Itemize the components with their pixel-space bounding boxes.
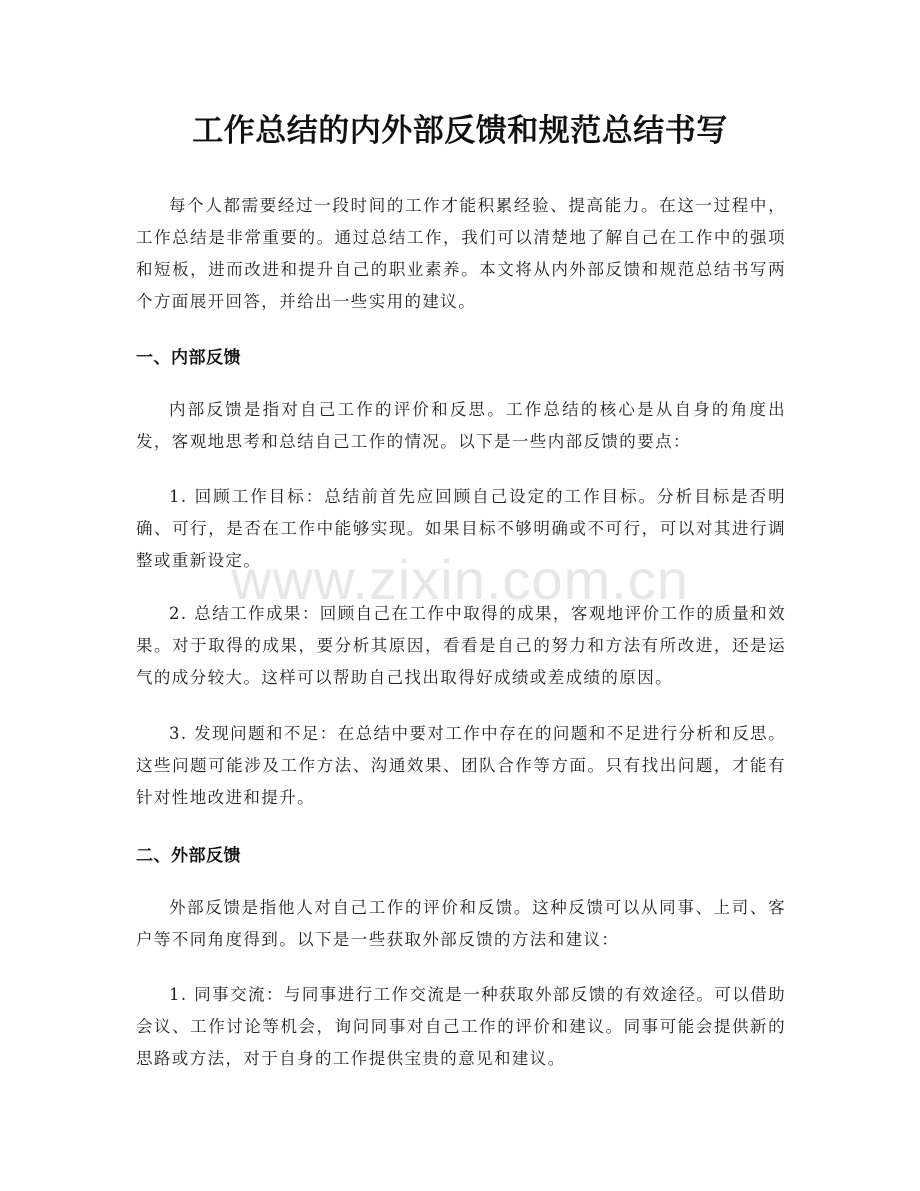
external-feedback-intro: 外部反馈是指他人对自己工作的评价和反馈。这种反馈可以从同事、上司、客户等不同角度得到。以下是一些获取外部反馈的方法和建议： bbox=[136, 898, 786, 949]
intro-paragraph: 每个人都需要经过一段时间的工作才能积累经验、提高能力。在这一过程中，工作总结是非常重要的。通过总结工作，我们可以清楚地了解自己在工作中的强项和短板，进而改进和提升自己的职业素养。本文将从内外部反馈和规范总结书写两个方面展开回答，并给出一些实用的建议。 bbox=[136, 196, 786, 311]
page-title: 工作总结的内外部反馈和规范总结书写 bbox=[192, 113, 728, 149]
internal-feedback-item-2: 2. 总结工作成果：回顾自己在工作中取得的成果，客观地评价工作的质量和效果。对于取得的成果，要分析其原因，看看是自己的努力和方法有所改进，还是运气的成分较大。这样可以帮助自己找出取得好成绩或差成绩的原因。 bbox=[136, 604, 786, 687]
watermark: www.zixin.com.cn bbox=[231, 548, 689, 611]
internal-feedback-item-3: 3. 发现问题和不足：在总结中要对工作中存在的问题和不足进行分析和反思。这些问题可能涉及工作方法、沟通效果、团队合作等方面。只有找出问题，才能有针对性地改进和提升。 bbox=[136, 724, 786, 807]
internal-feedback-intro: 内部反馈是指对自己工作的评价和反思。工作总结的核心是从自身的角度出发，客观地思考和总结自己工作的情况。以下是一些内部反馈的要点： bbox=[136, 400, 786, 451]
section-heading-external-feedback: 二、外部反馈 bbox=[136, 846, 241, 866]
section-heading-internal-feedback: 一、内部反馈 bbox=[136, 348, 241, 368]
external-feedback-item-1: 1. 同事交流：与同事进行工作交流是一种获取外部反馈的有效途径。可以借助会议、工作讨论等机会，询问同事对自己工作的评价和建议。同事可能会提供新的思路或方法，对于自身的工作提供宝贵的意见和建议。 bbox=[136, 985, 786, 1068]
internal-feedback-item-1: 1. 回顾工作目标：总结前首先应回顾自己设定的工作目标。分析目标是否明确、可行，是否在工作中能够实现。如果目标不够明确或不可行，可以对其进行调整或重新设定。 bbox=[136, 487, 786, 570]
